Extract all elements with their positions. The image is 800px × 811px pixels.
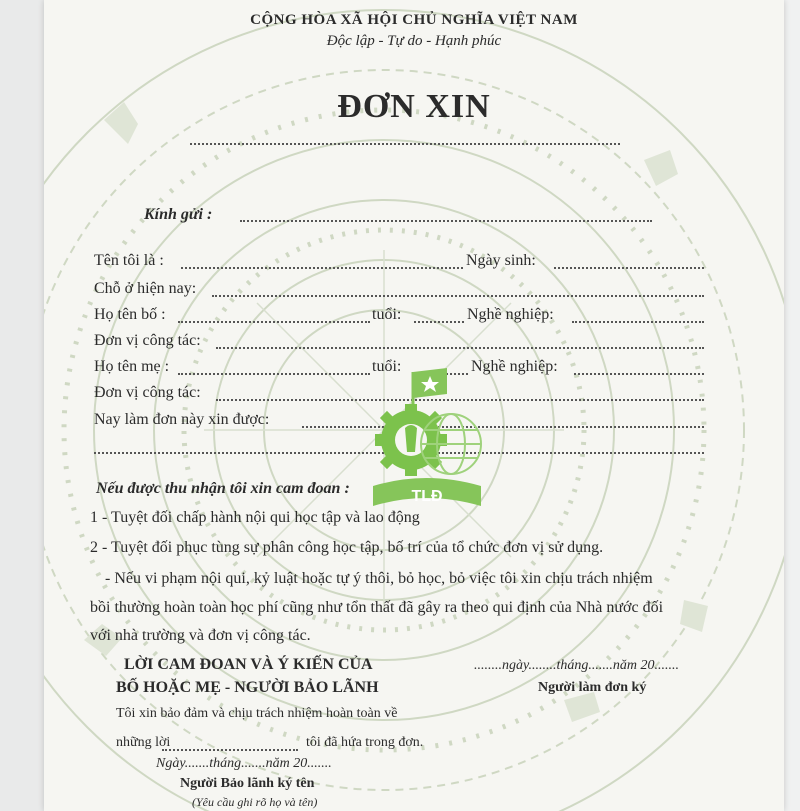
- residence-label: Chỗ ở hiện nay:: [94, 280, 197, 297]
- birth-dotted-line: [554, 267, 704, 269]
- applicant-sign-label: Người làm đơn ký: [538, 680, 647, 695]
- document-page: [44, 0, 784, 811]
- father-age-label: tuổi:: [372, 306, 402, 323]
- guarantor-text-1: Tôi xin bảo đảm và chịu trách nhiệm hoàn toàn về: [116, 706, 398, 721]
- union-logo: [351, 358, 501, 518]
- guarantor-dotted-line: [162, 749, 298, 751]
- father-job-dotted-line: [572, 321, 704, 323]
- guarantor-sign-label: Người Bảo lãnh ký tên: [180, 776, 315, 791]
- guarantor-sign-note: (Yêu cầu ghi rõ họ và tên): [192, 795, 318, 809]
- mother-workplace-label: Đơn vị công tác:: [94, 384, 201, 401]
- penalty-line-2: bồi thường hoàn toàn học phí cũng như tổn thất đã gây ra theo qui định của Nhà nước đối: [90, 599, 664, 616]
- penalty-line-3: với nhà trường và đơn vị công tác.: [90, 627, 311, 644]
- guarantor-text-2-end: tôi đã hứa trong đơn.: [306, 735, 424, 750]
- applicant-date-line: ........ngày........tháng.......năm 20.......: [474, 658, 679, 673]
- mother-name-label: Họ tên mẹ :: [94, 358, 170, 375]
- national-title: CỘNG HÒA XÃ HỘI CHỦ NGHĨA VIỆT NAM: [250, 12, 578, 28]
- father-workplace-dotted-line: [216, 347, 704, 349]
- commitment-1: 1 - Tuyệt đối chấp hành nội qui học tập và lao động: [90, 509, 420, 526]
- guarantor-heading-1: LỜI CAM ĐOAN VÀ Ý KIẾN CỦA: [124, 656, 373, 673]
- mother-name-dotted-line: [178, 373, 370, 375]
- form-title: ĐƠN XIN: [337, 88, 491, 125]
- recipient-label: Kính gửi :: [144, 206, 213, 223]
- guarantor-date-line: Ngày.......tháng.......năm 20.......: [156, 756, 332, 771]
- birth-label: Ngày sinh:: [466, 252, 536, 269]
- recipient-dotted-line: [240, 220, 652, 222]
- title-dotted-line: [190, 143, 620, 145]
- guarantor-heading-2: BỐ HOẶC MẸ - NGƯỜI BẢO LÃNH: [116, 679, 379, 696]
- father-age-dotted-line: [414, 321, 464, 323]
- commitment-heading: Nếu được thu nhận tôi xin cam đoan :: [96, 480, 350, 497]
- commitment-2: 2 - Tuyệt đối phục tùng sự phân công học tập, bố trí của tổ chức đơn vị sử dụng.: [90, 539, 604, 556]
- name-dotted-line: [181, 267, 463, 269]
- logo-text: TLĐ: [411, 488, 443, 505]
- father-name-dotted-line: [178, 321, 370, 323]
- request-label: Nay làm đơn này xin được:: [94, 411, 270, 428]
- background-right: [784, 0, 800, 811]
- mother-job-dotted-line: [574, 373, 704, 375]
- penalty-line-1: - Nếu vi phạm nội qui, kỷ luật hoặc tự ý thôi, bỏ học, bỏ việc tôi xin chịu trách nhiệm: [105, 570, 653, 587]
- national-motto: Độc lập - Tự do - Hạnh phúc: [326, 33, 502, 49]
- mother-job-label: Nghề nghiệp:: [471, 358, 558, 375]
- mother-age-label: tuổi:: [372, 358, 402, 375]
- father-workplace-label: Đơn vị công tác:: [94, 332, 201, 349]
- father-job-label: Nghề nghiệp:: [467, 306, 554, 323]
- guarantor-text-2-start: những lời: [116, 735, 171, 750]
- name-label: Tên tôi là :: [94, 252, 164, 269]
- father-name-label: Họ tên bố :: [94, 306, 166, 323]
- residence-dotted-line: [212, 295, 704, 297]
